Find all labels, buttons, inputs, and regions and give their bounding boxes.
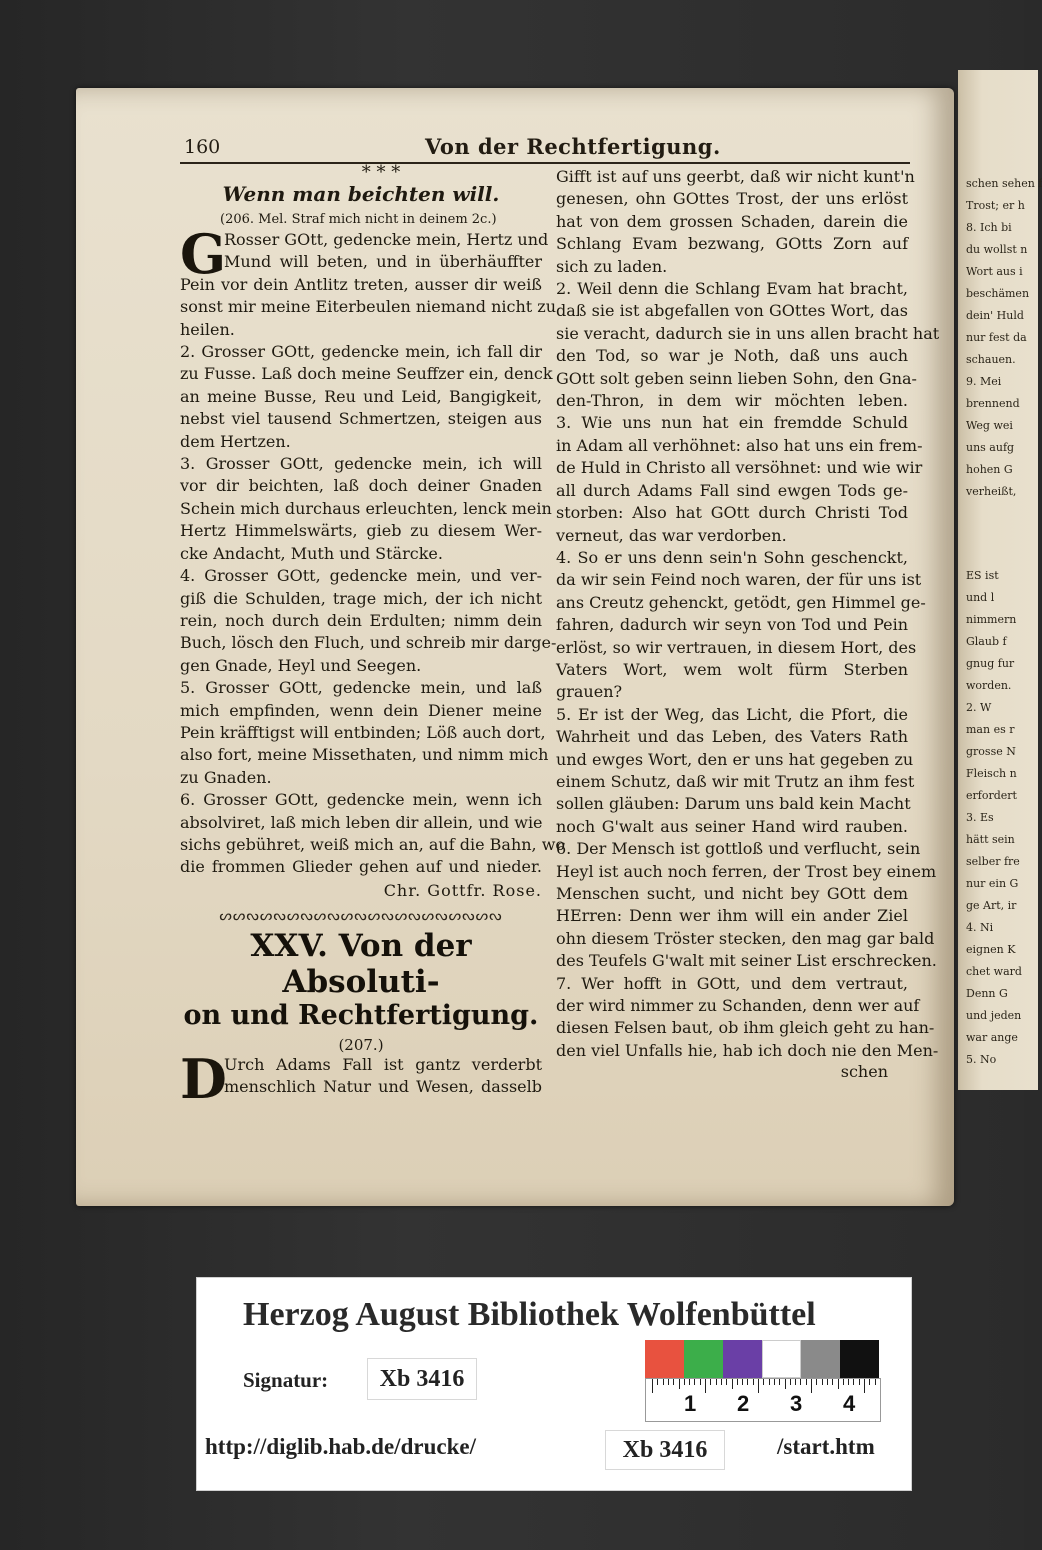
ruler-tick [747,1379,748,1385]
next-page-fragment: 2. W [966,701,992,714]
ruler-tick [753,1379,754,1385]
text-line: Vaters Wort, wem wolt fürm Sterben [556,659,908,679]
signature-value: Xb 3416 [367,1358,477,1400]
signature-label: Signatur: [243,1368,329,1392]
melody-note: (206. Mel. Straf mich nicht in deinem 2c.) [220,212,497,227]
text-line: sie veracht, dadurch sie in uns allen bracht hat [556,323,940,343]
text-line: an meine Busse, Reu und Leid, Bangigkeit, [180,386,542,406]
text-line: diesen Felsen baut, ob ihm gleich geht zu han- [556,1018,935,1038]
ruler-tick [737,1379,738,1385]
ruler-tick [843,1379,844,1385]
ornament-rule: ᔕᔕᔓᔕᔓᔕᔓᔕᔓᔕᔓᔕᔓᔕᔓᔕᔓᔕᔓᔕᔓ [219,907,503,924]
next-page-fragment: Fleisch n [966,767,1017,780]
text-line: sollen gläuben: Darum uns bald kein Macht [556,794,911,814]
library-name: Herzog August Bibliothek Wolfenbüttel [243,1296,816,1333]
text-line: Pein vor dein Antlitz treten, ausser dir weiß [180,274,542,294]
next-page-fragment: 5. No [966,1053,997,1066]
text-line: 6. Grosser GOtt, gedencke mein, wenn ich [180,790,542,810]
ruler-tick [795,1379,796,1385]
color-swatch [684,1340,723,1378]
running-title: Von der Rechtfertigung. [425,134,721,159]
next-page-fragment: worden. [966,679,1012,692]
next-page-fragment: Glaub f [966,635,1007,648]
text-line: Gifft ist auf uns geerbt, daß wir nicht kunt'n [556,167,915,186]
next-page-fragment: gnug fur [966,657,1015,670]
text-line: de Huld in Christo all versöhnet: und wie wir [556,458,923,478]
next-page-fragment: hohen G [966,463,1013,476]
next-page-fragment: nur ein G [966,877,1019,890]
star-ornament: * * * [361,162,401,183]
color-swatch [840,1340,879,1378]
next-page-fragment: und jeden [966,1009,1022,1022]
text-line: rein, noch durch dein Erdulten; nimm dein [180,610,542,630]
text-line: erlöst, so wir vertrauen, in diesem Hort, des [556,637,917,657]
ruler-tick [832,1379,833,1385]
next-page-fragment: 4. Ni [966,921,994,934]
ruler-number: 2 [737,1391,750,1416]
next-page-fragment: schauen. [966,353,1016,366]
ruler-tick [716,1379,717,1385]
next-page-fragment: war ange [966,1031,1018,1044]
next-page-fragment: du wollst n [966,243,1028,256]
drop-cap: G [180,222,227,286]
next-page-fragment: selber fre [966,855,1020,868]
hymn-207-start [180,1046,542,1111]
page-header [180,136,910,164]
text-line: genesen, ohn GOttes Trost, der uns erlöst [556,189,908,209]
text-line: storben: Also hat GOtt durch Christi Tod [556,503,908,523]
text-line: 3. Grosser GOtt, gedencke mein, ich will [180,454,542,474]
page-number: 160 [184,136,221,158]
text-line: gen Gnade, Heyl und Seegen. [180,655,422,675]
text-line: da wir sein Feind noch waren, der für uns ist [556,570,922,590]
right-column [556,166,940,1082]
next-page-fragment: eignen K [966,943,1016,956]
text-line: 2. Grosser GOtt, gedencke mein, ich fall dir [180,342,542,362]
ruler-tick [838,1379,839,1389]
next-page-fragment: Weg wei [966,419,1013,432]
measurement-ruler [645,1378,881,1422]
ruler-tick [806,1379,807,1385]
ruler-tick [790,1379,791,1385]
text-line: grauen? [556,682,623,702]
next-page-fragment: und l [966,591,995,604]
ruler-tick [864,1379,865,1393]
next-page-fragment: dein' Huld [966,309,1024,322]
text-line: den viel Unfalls hie, hab ich doch nie den Men- [556,1040,939,1060]
text-line: zu Fusse. Laß doch meine Seuffzer ein, denck [180,364,553,384]
next-page-fragment: 3. Es [966,811,994,824]
next-page-fragment: beschämen [966,287,1030,300]
hymn-title: Wenn man beichten will. [222,182,500,206]
next-page-fragment: erfordert [966,789,1017,802]
ruler-tick [769,1379,770,1385]
color-swatch [762,1340,801,1378]
section-title-line-2: on und Rechtfertigung. [183,999,539,1031]
ruler-tick [668,1379,669,1385]
ruler-tick [684,1379,685,1385]
text-line: hat von dem grossen Schaden, darein die [556,211,908,231]
text-line: absolviret, laß mich leben dir allein, und wie [180,812,543,832]
ruler-number: 4 [843,1391,856,1416]
text-line: all durch Adams Fall sind ewgen Tods ge- [556,480,908,500]
url-suffix[interactable]: /start.htm [777,1434,875,1459]
ruler-tick [869,1379,870,1385]
library-label-card [196,1277,912,1491]
text-line: noch G'walt aus seiner Hand wird rauben. [556,816,908,836]
hymn-number: (207.) [338,1035,384,1054]
text-line: also fort, meine Missethaten, und nimm mich [180,745,549,765]
text-line: Schein mich durchaus erleuchten, lenck mein [180,498,552,518]
ruler-tick [811,1379,812,1393]
ruler-tick [694,1379,695,1385]
color-swatch [645,1340,684,1378]
text-line: sonst mir meine Eiterbeulen niemand nicht zu [180,297,557,317]
text-line: heilen. [180,319,235,339]
text-line: Rosser GOtt, gedencke mein, Hertz und [224,230,549,249]
next-page-fragment: 8. Ich bi [966,221,1012,234]
text-line: Buch, lösch den Fluch, und schreib mir darge- [180,633,557,653]
text-line: Hertz Himmelswärts, gieb zu diesem Wer- [180,521,542,541]
next-page-fragment: ES ist [966,569,999,582]
text-line: giß die Schulden, trage mich, der ich nicht [180,588,542,608]
text-line: der wird nimmer zu Schanden, denn wer auf [556,996,920,1016]
next-page-fragment: nur fest da [966,331,1027,344]
text-line: dem Hertzen. [180,431,291,451]
text-line: 5. Grosser GOtt, gedencke mein, und laß [180,678,542,698]
drop-cap: D [180,1046,227,1111]
ruler-tick [700,1379,701,1385]
text-line: GOtt solt geben seinn lieben Sohn, den Gna- [556,368,917,388]
text-line: zu Gnaden. [180,767,272,787]
ruler-tick [673,1379,674,1385]
ruler-tick [657,1379,658,1385]
ruler-tick [785,1379,786,1389]
section-title-line-1: XXV. Von der Absoluti- [250,927,472,1000]
text-line: sich zu laden. [556,256,668,276]
text-line: 5. Er ist der Weg, das Licht, die Pfort, die [556,704,908,724]
ruler-tick [663,1379,664,1385]
ruler-tick [689,1379,690,1385]
ruler-tick [652,1379,653,1393]
hymn-206-text [180,222,566,879]
text-line: 4. Grosser GOtt, gedencke mein, und ver- [180,566,542,586]
ruler-tick [800,1379,801,1385]
ruler-tick [779,1379,780,1385]
ruler-tick [875,1379,876,1385]
ruler-number: 3 [790,1391,803,1416]
next-page-fragment: ge Art, ir [966,899,1017,912]
text-line: daß sie ist abgefallen von GOttes Wort, das [556,301,908,321]
ruler-tick [679,1379,680,1389]
next-page-fragment: man es r [966,723,1015,736]
ruler-tick [822,1379,823,1385]
ruler-tick [853,1379,854,1385]
ruler-tick [758,1379,759,1393]
text-line: vor dir beichten, laß doch deiner Gnaden [180,476,542,496]
ruler-tick [705,1379,706,1393]
ruler-tick [710,1379,711,1385]
next-page-fragment: Trost; er h [966,199,1025,212]
text-line: Mund will beten, und in überhäuffter [224,252,542,272]
text-line: in Adam all verhöhnet: also hat uns ein frem- [556,435,923,455]
next-page-fragment: Denn G [966,987,1008,1000]
text-line: menschlich Natur und Wesen, dasselb [224,1077,542,1097]
text-line: des Teufels G'walt mit seiner List erschrecken. [556,951,937,971]
ruler-tick [742,1379,743,1385]
text-line: 2. Weil denn die Schlang Evam hat bracht, [556,279,908,299]
section-title [180,928,542,1032]
color-swatch [723,1340,762,1378]
text-line: und ewges Wort, den er uns hat gegeben zu [556,749,914,769]
ruler-tick [726,1379,727,1385]
text-line: verneut, das war verdorben. [556,525,787,545]
text-line: 4. So er uns denn sein'n Sohn geschenckt, [556,547,908,567]
next-page-fragment: uns aufg [966,441,1015,454]
next-page-fragment: grosse N [966,745,1016,758]
text-line: den-Thron, in dem wir möchten leben. [556,391,908,411]
text-line: den Tod, so war je Noth, daß uns auch [556,346,908,366]
next-page-fragment: schen sehen f [966,177,1042,190]
next-page-fragment: brennend [966,397,1020,410]
text-line: mich empfinden, wenn dein Diener meine [180,700,542,720]
text-line: cke Andacht, Muth und Stärcke. [180,543,443,563]
next-page-fragment: nimmern [966,613,1017,626]
text-line: fahren, dadurch wir seyn von Tod und Pein [556,615,908,635]
next-page-edge [958,70,1042,1090]
text-line: Pein kräfftigst will entbinden; Löß auch dort, [180,722,546,742]
text-line: Menschen sucht, und nicht bey GOtt dem [556,884,908,903]
color-swatch [801,1340,840,1378]
ruler-tick [848,1379,849,1385]
text-line: Wahrheit und das Leben, des Vaters Rath [556,727,908,747]
text-line: die frommen Glieder gehen auf und nieder. [180,857,542,877]
next-page-fragment: Wort aus i [966,265,1023,278]
text-line: Heyl ist auch noch ferren, der Trost bey einem [556,861,937,881]
text-line: ans Creutz gehenckt, getödt, gen Himmel ge- [556,592,926,612]
url-prefix[interactable]: http://diglib.hab.de/drucke/ [205,1434,476,1459]
url-signature: Xb 3416 [605,1430,725,1470]
ruler-tick [816,1379,817,1385]
text-line: 7. Wer hofft in GOtt, und dem vertraut, [556,973,908,993]
text-line: einem Schutz, daß wir mit Trutz an ihm fest [556,771,915,791]
ruler-tick [859,1379,860,1385]
text-line: 3. Wie uns nun hat ein fremdde Schuld [556,413,908,433]
text-line: nebst viel tausend Schmertzen, steigen aus [180,409,542,429]
left-column [180,162,566,1111]
hymn-author: Chr. Gottfr. Rose. [383,880,542,900]
catchword: schen [840,1062,888,1082]
text-line: Urch Adams Fall ist gantz verderbt [224,1054,542,1074]
ruler-tick [732,1379,733,1389]
text-line: Schlang Evam bezwang, GOtts Zorn auf [556,234,908,254]
ruler-number: 1 [684,1391,697,1416]
next-page-fragment: hätt sein [966,833,1015,846]
ruler-tick [774,1379,775,1385]
text-line: 6. Der Mensch ist gottloß und verflucht, sein [556,839,921,859]
text-line: HErren: Denn wer ihm will ein ander Ziel [556,906,908,926]
ruler-tick [763,1379,764,1385]
text-line: ohn diesem Tröster stecken, den mag gar bald [556,928,935,948]
ruler-tick [721,1379,722,1385]
ruler-tick [827,1379,828,1385]
next-page-fragment: 9. Mei [966,375,1002,388]
text-line: sichs gebühret, weiß mich an, auf die Bahn, wo [180,834,566,854]
next-page-fragment: verheißt, [966,485,1017,498]
color-calibration-bar [645,1340,879,1378]
next-page-fragment: chet ward [966,965,1022,978]
